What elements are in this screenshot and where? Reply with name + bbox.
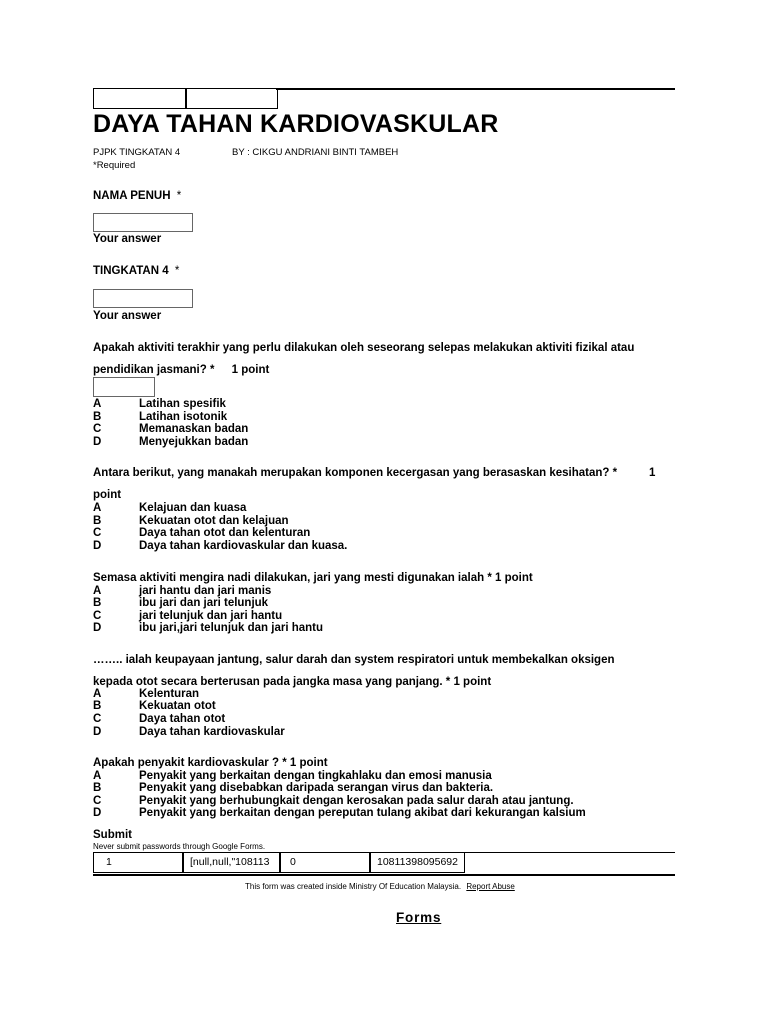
footer-text [245,882,515,891]
option-text: ibu jari,jari telunjuk dan jari hantu [139,622,324,634]
option [93,540,347,553]
question-1-line2 [93,364,269,377]
option-letter: C [93,610,102,622]
option [93,423,248,436]
table-cell: 0 [280,852,370,873]
question-4-line2: kepada otot secara berterusan pada jangka masa yang panjang. * 1 point [93,676,492,688]
field-label-text: NAMA PENUH [93,190,171,202]
header-box-right [186,88,278,109]
option-text: Daya tahan otot [139,713,226,725]
option-letter: C [93,713,102,725]
option-text: ibu jari dan jari telunjuk [139,597,269,609]
option-text: Kelenturan [139,688,200,700]
question-1-answer-input[interactable] [93,377,155,397]
option-letter: A [93,502,102,514]
tingkatan-input[interactable] [93,289,193,308]
option-letter: B [93,411,102,423]
field-label-tingkatan [93,265,179,277]
option [93,597,268,610]
option-letter: B [93,700,102,712]
field-label-nama-penuh [93,190,181,202]
option-text: Penyakit yang disebabkan daripada serangan virus dan bakteria. [139,782,494,794]
option-letter: B [93,515,102,527]
option-letter: C [93,527,102,539]
option-text: Penyakit yang berkaitan dengan tingkahlaku dan emosi manusia [139,770,492,782]
question-points: 1 point [231,364,270,376]
option-text: jari telunjuk dan jari hantu [139,610,283,622]
form-subtitle-right: BY : CIKGU ANDRIANI BINTI TAMBEH [232,147,399,158]
question-2-line1: Antara berikut, yang manakah merupakan komponen kecergasan yang berasaskan kesihatan? * [93,467,618,479]
required-note: *Required [93,160,136,171]
forms-link[interactable]: Forms [396,910,442,925]
option-text: Menyejukkan badan [139,436,249,448]
question-2-line2: point [93,489,122,501]
option-text: Kelajuan dan kuasa [139,502,247,514]
table-cell: 1 [93,852,183,873]
option-letter: C [93,423,102,435]
option-text: jari hantu dan jari manis [139,585,272,597]
option-letter: A [93,585,102,597]
option-letter: D [93,436,102,448]
required-asterisk: * [176,190,182,202]
form-subtitle-left: PJPK TINGKATAN 4 [93,147,181,158]
option-text: Daya tahan kardiovaskular [139,726,285,738]
option [93,622,323,635]
option-letter: B [93,597,102,609]
option [93,398,226,411]
option-text: Daya tahan kardiovaskular dan kuasa. [139,540,348,552]
option-text: Latihan spesifik [139,398,226,410]
option-letter: A [93,688,102,700]
required-asterisk: * [174,265,180,277]
submit-button[interactable]: Submit [93,829,132,841]
option-letter: C [93,795,102,807]
header-box-left [93,88,186,109]
option-letter: D [93,622,102,634]
option-text: Penyakit yang berkaitan dengan pereputan tulang akibat dari kekurangan kalsium [139,807,586,819]
question-5-line1: Apakah penyakit kardiovaskular ? * 1 point [93,757,328,769]
option [93,726,285,739]
question-4-line1: …….. ialah keupayaan jantung, salur darah dan system respiratori untuk membekalkan oksigen [93,654,615,666]
option-text: Daya tahan otot dan kelenturan [139,527,311,539]
question-3-line1: Semasa aktiviti mengira nadi dilakukan, jari yang mesti digunakan ialah * 1 point [93,572,533,584]
footer-created-text: This form was created inside Ministry Of Education Malaysia. [245,882,462,891]
option [93,527,310,540]
question-text: pendidikan jasmani? * [93,364,215,376]
question-2-points: 1 [649,467,656,479]
option-text: Penyakit yang berhubungkait dengan kerosakan pada salur darah atau jantung. [139,795,574,807]
option-text: Kekuatan otot [139,700,216,712]
option-letter: D [93,540,102,552]
option-text: Memanaskan badan [139,423,249,435]
question-1-line1: Apakah aktiviti terakhir yang perlu dilakukan oleh seseorang selepas melakukan aktiviti fizikal atau [93,342,635,354]
field-label-text: TINGKATAN 4 [93,265,169,277]
option-letter: D [93,726,102,738]
table-cell: 10811398095692 [370,852,465,873]
option-letter: A [93,770,102,782]
option-text: Latihan isotonik [139,411,228,423]
option [93,436,248,449]
option [93,502,246,515]
header-rule [276,88,675,90]
option [93,782,493,795]
option-letter: D [93,807,102,819]
form-title: DAYA TAHAN KARDIOVASKULAR [93,110,499,138]
option [93,807,586,820]
password-warning: Never submit passwords through Google Forms. [93,842,266,851]
option-text: Kekuatan otot dan kelajuan [139,515,289,527]
answer-hint: Your answer [93,233,162,245]
nama-penuh-input[interactable] [93,213,193,232]
option [93,700,216,713]
report-abuse-link[interactable]: Report Abuse [466,882,515,891]
answer-hint: Your answer [93,310,162,322]
option-letter: A [93,398,102,410]
option-letter: B [93,782,102,794]
option [93,713,225,726]
table-cell: [null,null,"108113 [183,852,280,873]
